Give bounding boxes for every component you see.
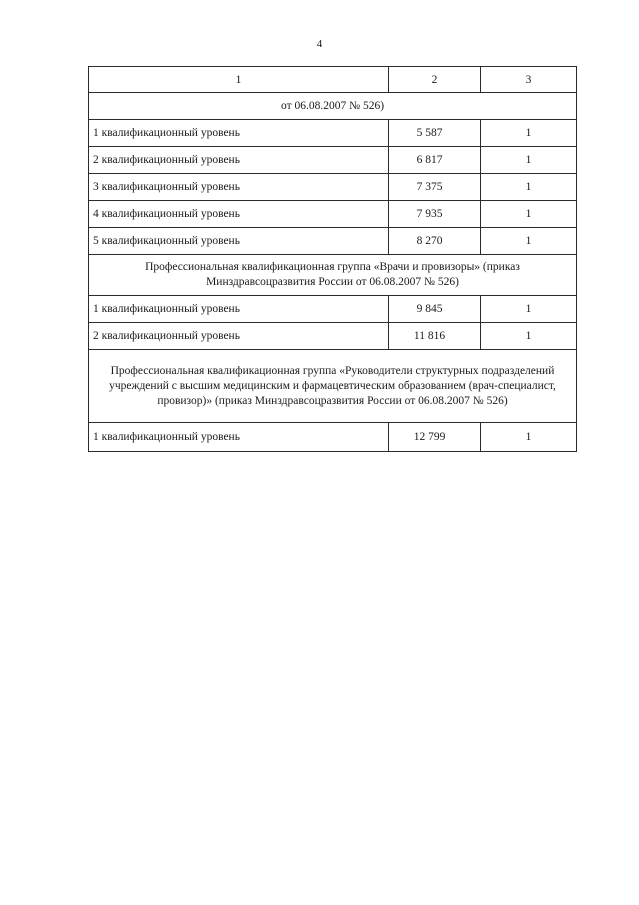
level-value: 9 845	[389, 296, 481, 323]
level-label: 1 квалификационный уровень	[89, 120, 389, 147]
table-row	[89, 296, 577, 323]
salary-table	[88, 66, 577, 452]
level-value: 5 587	[389, 120, 481, 147]
group-row	[89, 93, 577, 120]
column-header-2: 2	[389, 67, 481, 93]
group-title: Профессиональная квалификационная группа «Врачи и провизоры» (приказ Минздравсоцразвития России от 06.08.2007 № 526)	[89, 255, 577, 296]
level-label: 4 квалификационный уровень	[89, 201, 389, 228]
page-number: 4	[316, 38, 323, 50]
level-label: 5 квалификационный уровень	[89, 228, 389, 255]
group-row	[89, 255, 577, 296]
table-row	[89, 323, 577, 350]
table-row	[89, 201, 577, 228]
level-value: 7 935	[389, 201, 481, 228]
level-qty: 1	[481, 423, 577, 452]
level-label: 3 квалификационный уровень	[89, 174, 389, 201]
level-value: 8 270	[389, 228, 481, 255]
level-label: 1 квалификационный уровень	[89, 423, 389, 452]
table-row	[89, 228, 577, 255]
level-label: 2 квалификационный уровень	[89, 147, 389, 174]
level-value: 7 375	[389, 174, 481, 201]
column-header-1: 1	[89, 67, 389, 93]
column-header-3: 3	[481, 67, 577, 93]
table-header-row	[89, 67, 577, 93]
level-qty: 1	[481, 296, 577, 323]
table-row	[89, 423, 577, 452]
level-label: 1 квалификационный уровень	[89, 296, 389, 323]
level-value: 11 816	[389, 323, 481, 350]
level-qty: 1	[481, 201, 577, 228]
table-row	[89, 174, 577, 201]
level-value: 6 817	[389, 147, 481, 174]
level-label: 2 квалификационный уровень	[89, 323, 389, 350]
table-row	[89, 120, 577, 147]
level-qty: 1	[481, 120, 577, 147]
table-row	[89, 147, 577, 174]
group-title: от 06.08.2007 № 526)	[89, 93, 577, 120]
level-qty: 1	[481, 174, 577, 201]
level-qty: 1	[481, 228, 577, 255]
level-qty: 1	[481, 147, 577, 174]
level-value: 12 799	[389, 423, 481, 452]
group-row	[89, 350, 577, 423]
group-title: Профессиональная квалификационная группа «Руководители структурных подразделений учреждений с высшим медицинским и фармацевтическим образованием (врач-специалист, провизор)» (приказ Минздравсоцразвития России от 06.08.2007 № 526)	[89, 350, 577, 423]
level-qty: 1	[481, 323, 577, 350]
